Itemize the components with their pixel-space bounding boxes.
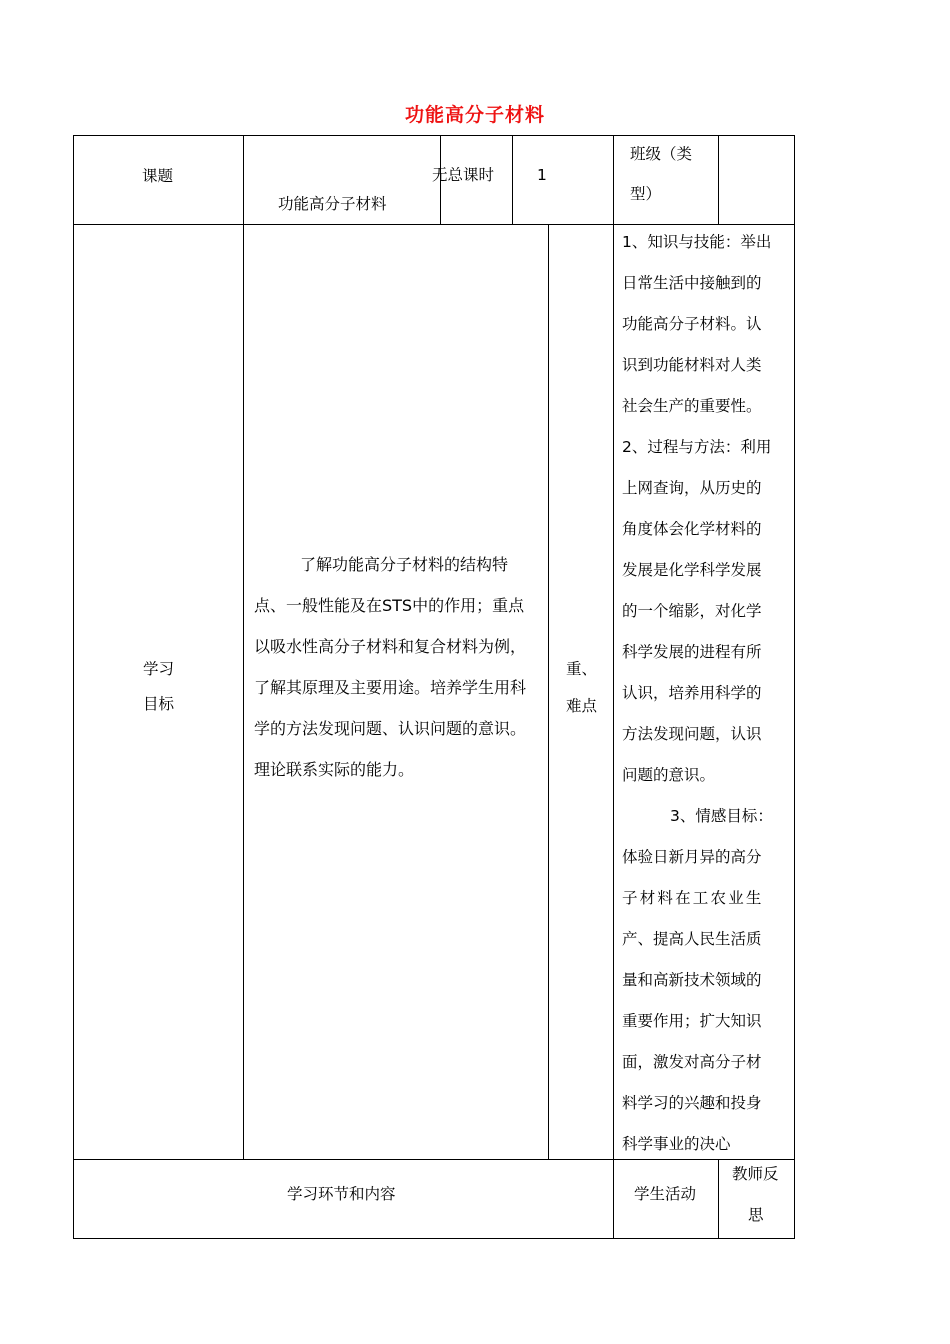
key-text-line: 功能高分子材料。认 <box>622 315 762 333</box>
key-text-line: 重要作用；扩大知识 <box>622 1012 762 1030</box>
goal-text-line: 了解其原理及主要用途。培养学生用科 <box>254 678 527 697</box>
key-text-line: 面，激发对高分子材 <box>622 1053 762 1071</box>
key-text-line: 体验日新月异的高分 <box>622 848 762 866</box>
key-text-line: 1、知识与技能：举出 <box>622 233 772 251</box>
document-title: 功能高分子材料 <box>404 104 545 126</box>
class-label-line1: 班级（类 <box>630 145 693 163</box>
goal-text <box>254 544 544 790</box>
key-text-line: 角度体会化学材料的 <box>622 520 762 538</box>
key-label-line2: 难点 <box>566 697 598 715</box>
teacher-reflection-label-line2: 思 <box>748 1206 764 1224</box>
hours-value: 1 <box>537 166 547 184</box>
content-label: 学习环节和内容 <box>287 1185 396 1203</box>
key-text-line: 科学发展的进程有所 <box>622 643 762 661</box>
topic-label: 课题 <box>142 167 174 185</box>
key-text-line: 3、情感目标： <box>670 807 773 825</box>
topic-value: 功能高分子材料 <box>278 195 387 213</box>
class-label-line2: 型） <box>630 185 662 203</box>
key-text-line: 量和高新技术领域的 <box>622 971 762 989</box>
key-text-line: 社会生产的重要性。 <box>622 397 762 415</box>
goal-label-line1: 学习 <box>143 660 175 678</box>
key-text-line: 识到功能材料对人类 <box>622 356 762 374</box>
key-text-line: 科学事业的决心 <box>622 1135 731 1153</box>
hours-label: 无总课时 <box>432 166 495 184</box>
goal-text-line: 点、一般性能及在STS中的作用；重点 <box>254 596 525 615</box>
key-text-line: 方法发现问题，认识 <box>622 725 762 743</box>
key-text-line: 认识，培养用科学的 <box>622 684 762 702</box>
teacher-reflection-label-line1: 教师反 <box>732 1165 779 1183</box>
key-text-line: 发展是化学科学发展 <box>622 561 762 579</box>
goal-text-line: 理论联系实际的能力。 <box>254 760 415 779</box>
key-text-line: 上网查询，从历史的 <box>622 479 762 497</box>
goal-label-line2: 目标 <box>143 695 175 713</box>
key-text-line: 的一个缩影，对化学 <box>622 602 762 620</box>
student-activity-label: 学生活动 <box>634 1185 697 1203</box>
key-text <box>622 222 790 1165</box>
goal-text-line: 学的方法发现问题、认识问题的意识。 <box>254 719 527 738</box>
key-text-line: 产、提高人民生活质 <box>622 930 762 948</box>
key-text-line: 料学习的兴趣和投身 <box>622 1094 762 1112</box>
key-text-line: 子材料在工农业生 <box>622 889 764 907</box>
key-label-line1: 重、 <box>566 660 598 678</box>
goal-text-line: 了解功能高分子材料的结构特 <box>300 555 509 574</box>
key-text-line: 2、过程与方法：利用 <box>622 438 772 456</box>
key-text-line: 日常生活中接触到的 <box>622 274 762 292</box>
goal-text-line: 以吸水性高分子材料和复合材料为例， <box>254 637 527 656</box>
key-text-line: 问题的意识。 <box>622 766 716 784</box>
